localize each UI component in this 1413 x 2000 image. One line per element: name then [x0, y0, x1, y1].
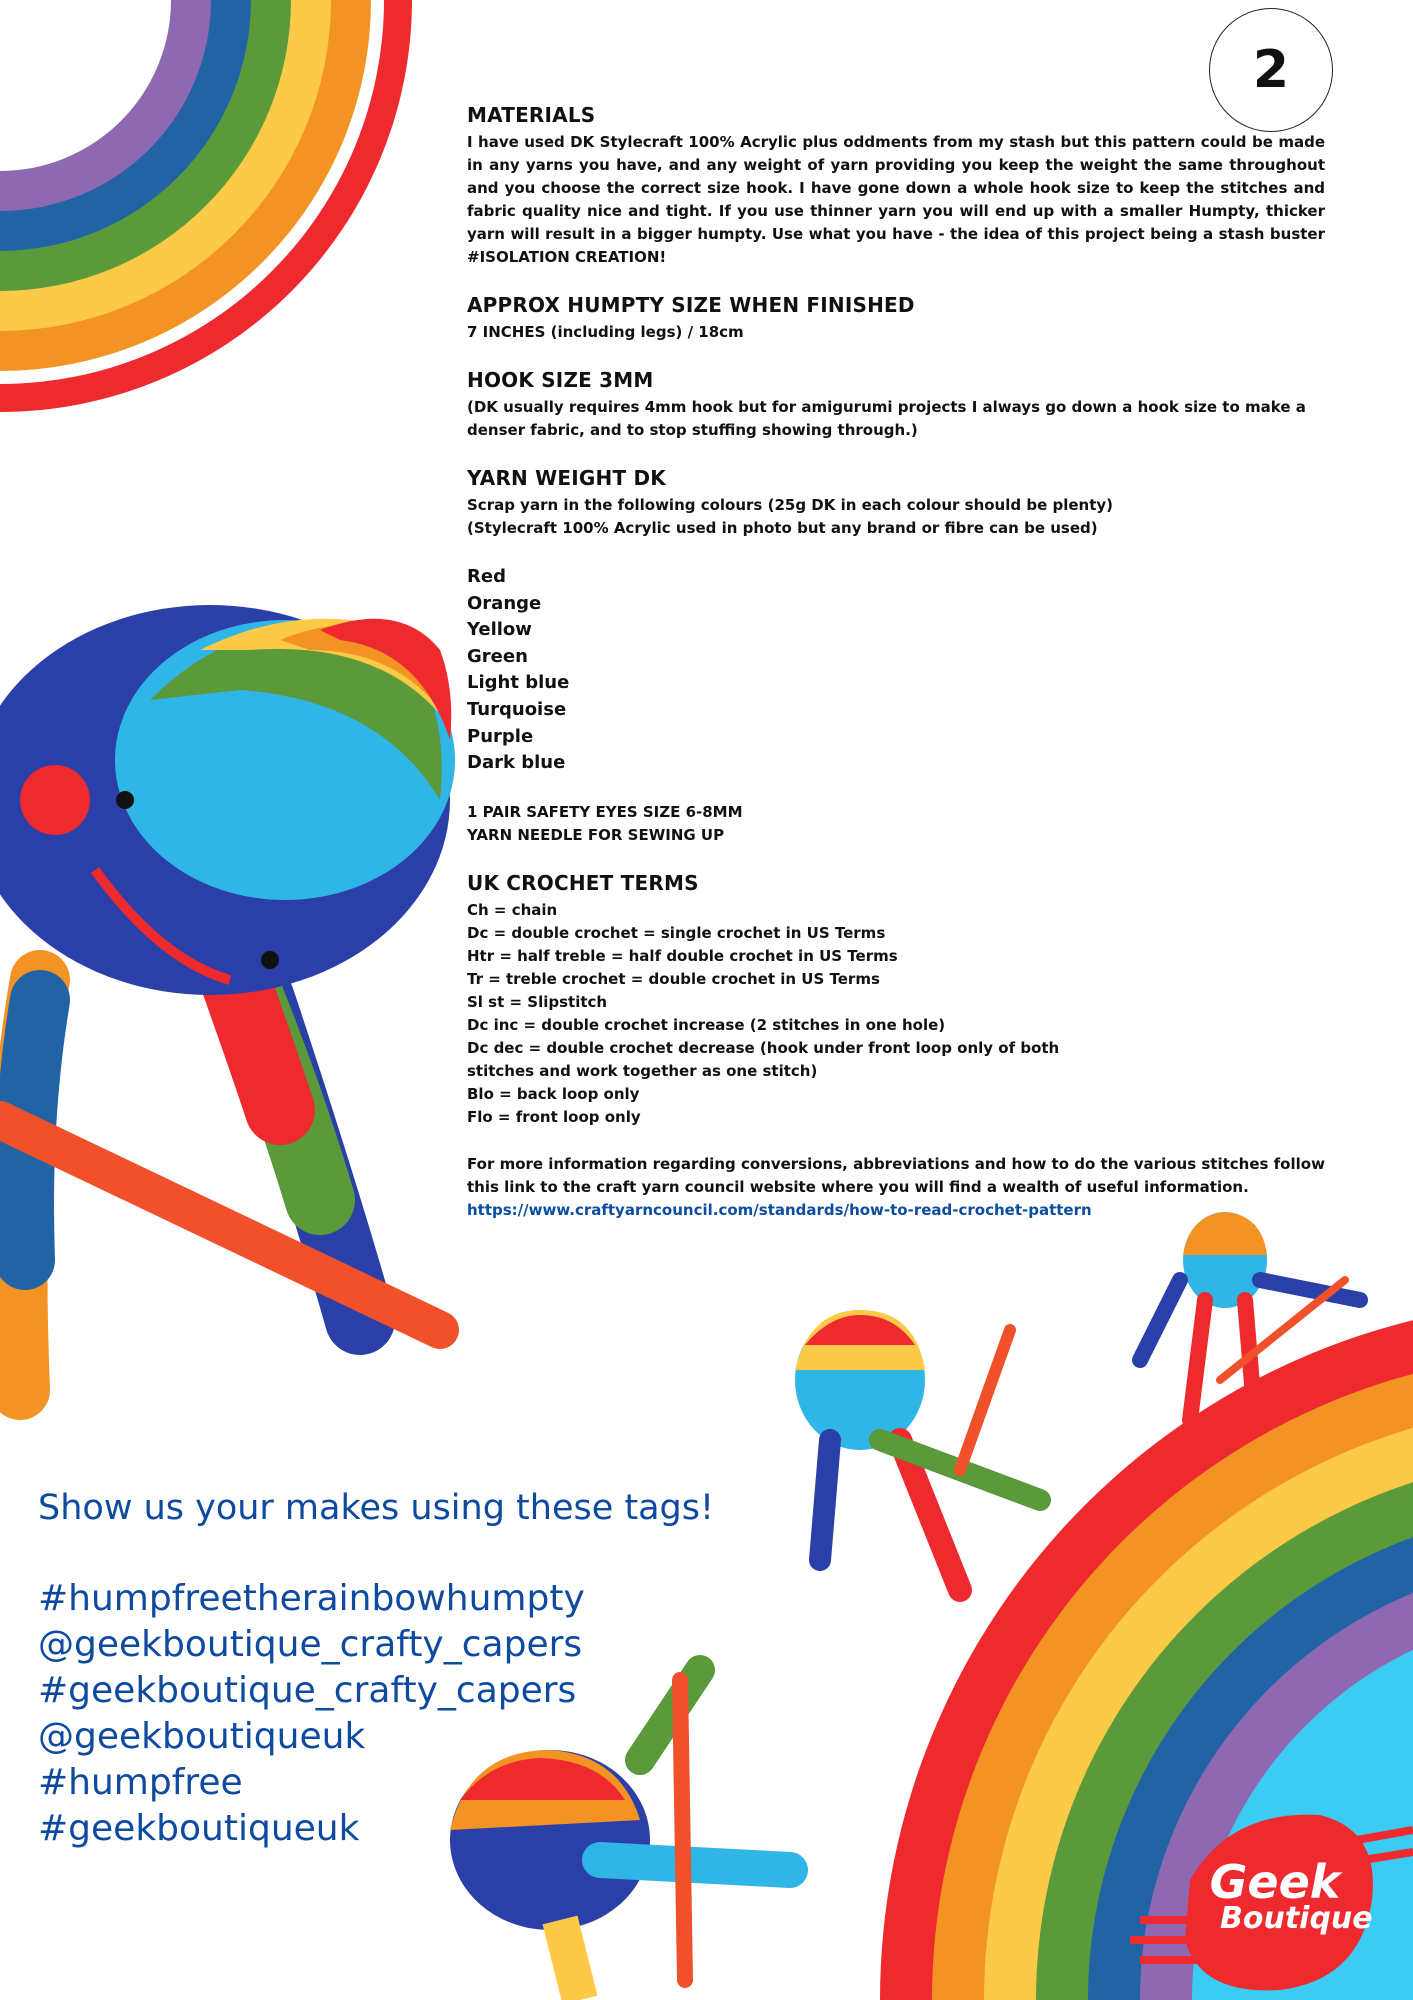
term-item: stitches and work together as one stitch)	[467, 1061, 818, 1080]
tag-item: #humpfreetherainbowhumpty	[38, 1578, 585, 1619]
yarn-heading: YARN WEIGHT DK	[467, 466, 666, 490]
terms-heading: UK CROCHET TERMS	[467, 870, 699, 895]
term-item: Blo = back loop only	[467, 1084, 640, 1103]
colour-item: Green	[467, 645, 528, 667]
colour-item: Dark blue	[467, 752, 566, 774]
tag-item: @geekboutiqueuk	[38, 1716, 366, 1757]
materials-section	[467, 103, 1325, 269]
term-item: Tr = treble crochet = double crochet in US Terms	[467, 969, 880, 988]
colour-item: Turquoise	[467, 698, 567, 720]
tag-item: #geekboutiqueuk	[38, 1808, 360, 1849]
colour-item: Light blue	[467, 672, 570, 694]
term-item: Htr = half treble = half double crochet in US Terms	[467, 946, 898, 965]
pattern-content	[467, 103, 1325, 1246]
colour-item: Orange	[467, 592, 542, 614]
humpty-photo-small-1	[795, 1310, 1040, 1590]
hook-text: (DK usually requires 4mm hook but for amigurumi projects I always go down a hook size to make a denser fabric, and to stop stuffing showing through.)	[467, 398, 1306, 439]
safety-eyes-text: 1 PAIR SAFETY EYES SIZE 6-8MM	[467, 802, 743, 821]
hook-section	[467, 368, 1325, 442]
colour-item: Purple	[467, 725, 534, 747]
term-item: Dc = double crochet = single crochet in US Terms	[467, 923, 886, 942]
size-text: 7 INCHES (including legs) / 18cm	[467, 323, 744, 341]
colour-item: Red	[467, 566, 506, 587]
materials-heading: MATERIALS	[467, 103, 596, 127]
logo-text-line1: Geek	[1209, 1855, 1341, 1909]
term-item: Dc dec = double crochet decrease (hook under front loop only of both	[467, 1038, 1060, 1057]
yarn-text-line2: (Stylecraft 100% Acrylic used in photo but any brand or fibre can be used)	[467, 519, 1098, 537]
term-item: Flo = front loop only	[467, 1107, 641, 1126]
logo-text-line2: Boutique	[1220, 1901, 1373, 1936]
tags-list	[38, 1576, 758, 1852]
social-tags-block	[38, 1486, 758, 1852]
yarn-section	[467, 466, 1325, 540]
tag-item: @geekboutique_crafty_capers	[38, 1624, 583, 1665]
colour-item: Yellow	[467, 619, 532, 641]
size-section	[467, 293, 1325, 344]
craft-yarn-council-link[interactable]: https://www.craftyarncouncil.com/standards/how-to-read-crochet-pattern	[467, 1200, 1092, 1219]
colour-list	[467, 564, 1325, 777]
materials-text: I have used DK Stylecraft 100% Acrylic plus oddments from my stash but this pattern could be made in any yarns you have, and any weight of yarn providing you keep the weight the same throughout and you choose the correct size hook. I have gone down a whole hook size to keep the stitches and fabric quality nice and tight. If you use thinner yarn you will end up with a smaller Humpty, thicker yarn will result in a bigger humpty. Use what you have - the idea of this project being a stash buster #ISOLATION CREATION!	[467, 133, 1325, 266]
humpty-photo-large	[0, 605, 455, 1390]
term-item: Ch = chain	[467, 900, 558, 919]
terms-list	[467, 899, 1325, 1129]
size-heading: APPROX HUMPTY SIZE WHEN FINISHED	[467, 293, 915, 317]
more-info-text: For more information regarding conversions, abbreviations and how to do the various stitches follow this link to the craft yarn council website where you will find a wealth of useful information.	[467, 1154, 1325, 1196]
top-rainbow-graphic	[0, 0, 412, 412]
more-info-section	[467, 1153, 1325, 1222]
terms-section	[467, 871, 1325, 1129]
geek-boutique-logo	[1190, 1855, 1373, 1936]
yarn-text-line1: Scrap yarn in the following colours (25g DK in each colour should be plenty)	[467, 496, 1114, 514]
term-item: Dc inc = double crochet increase (2 stitches in one hole)	[467, 1015, 946, 1034]
page-number: 2	[1209, 8, 1333, 132]
tag-item: #geekboutique_crafty_capers	[38, 1670, 577, 1711]
tags-heading: Show us your makes using these tags!	[38, 1488, 715, 1528]
yarn-needle-text: YARN NEEDLE FOR SEWING UP	[467, 825, 725, 844]
tag-item: #humpfree	[38, 1762, 243, 1803]
term-item: Sl st = Slipstitch	[467, 992, 608, 1011]
hook-heading: HOOK SIZE 3MM	[467, 368, 654, 392]
extras-section	[467, 801, 1325, 847]
